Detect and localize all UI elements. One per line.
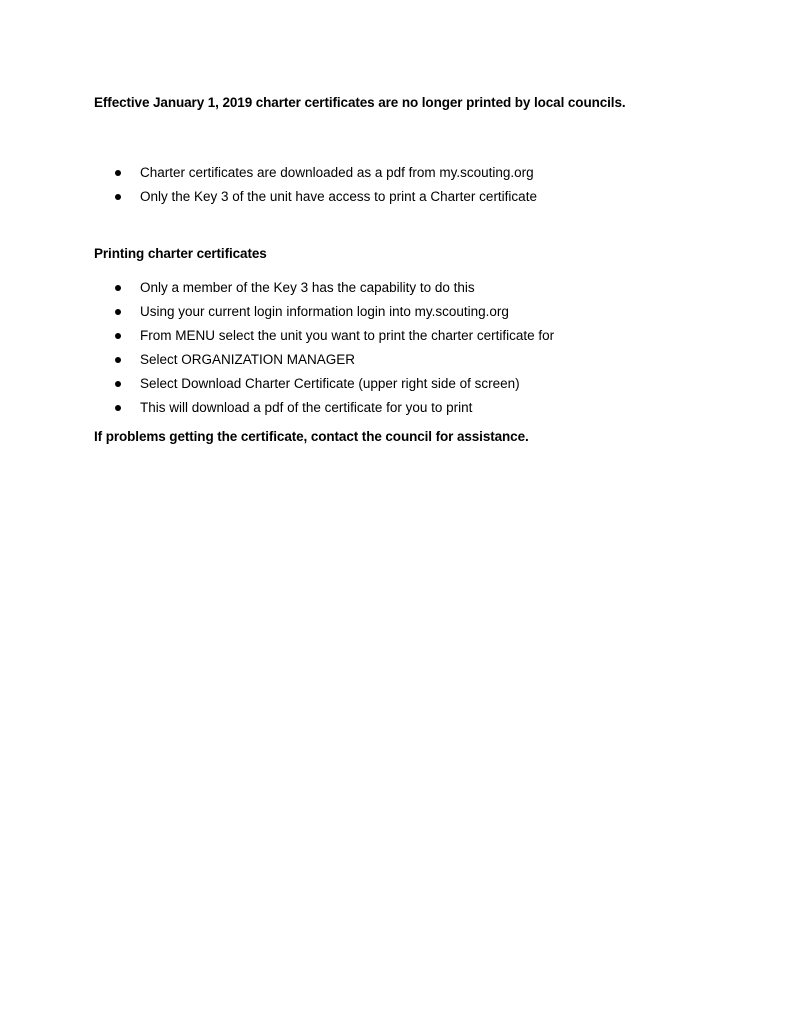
intro-heading: Effective January 1, 2019 charter certificates are no longer printed by local councils. <box>94 95 626 110</box>
list-item <box>110 185 537 209</box>
footer-note: If problems getting the certificate, contact the council for assistance. <box>94 429 529 444</box>
bullet-icon <box>115 381 121 387</box>
list-item-text: Only the Key 3 of the unit have access to print a Charter certificate <box>140 189 537 204</box>
list-item-text: From MENU select the unit you want to print the charter certificate for <box>140 328 555 343</box>
list-item <box>110 161 537 185</box>
list-item-text: Select ORGANIZATION MANAGER <box>140 352 356 367</box>
bullet-icon <box>115 405 121 411</box>
intro-bullet-list <box>110 161 537 209</box>
list-item <box>110 348 554 372</box>
list-item <box>110 324 554 348</box>
bullet-icon <box>115 309 121 315</box>
list-item-text: Select Download Charter Certificate (upper right side of screen) <box>140 376 520 391</box>
list-item <box>110 300 554 324</box>
list-item-text: Only a member of the Key 3 has the capability to do this <box>140 280 475 295</box>
list-item-text: Charter certificates are downloaded as a pdf from my.scouting.org <box>140 165 534 180</box>
list-item <box>110 396 554 420</box>
bullet-icon <box>115 333 121 339</box>
list-item-text: This will download a pdf of the certificate for you to print <box>140 400 473 415</box>
bullet-icon <box>115 285 121 291</box>
list-item <box>110 372 554 396</box>
section-heading: Printing charter certificates <box>94 246 267 261</box>
steps-bullet-list <box>110 276 554 420</box>
bullet-icon <box>115 194 121 200</box>
list-item <box>110 276 554 300</box>
bullet-icon <box>115 170 121 176</box>
list-item-text: Using your current login information login into my.scouting.org <box>140 304 509 319</box>
bullet-icon <box>115 357 121 363</box>
